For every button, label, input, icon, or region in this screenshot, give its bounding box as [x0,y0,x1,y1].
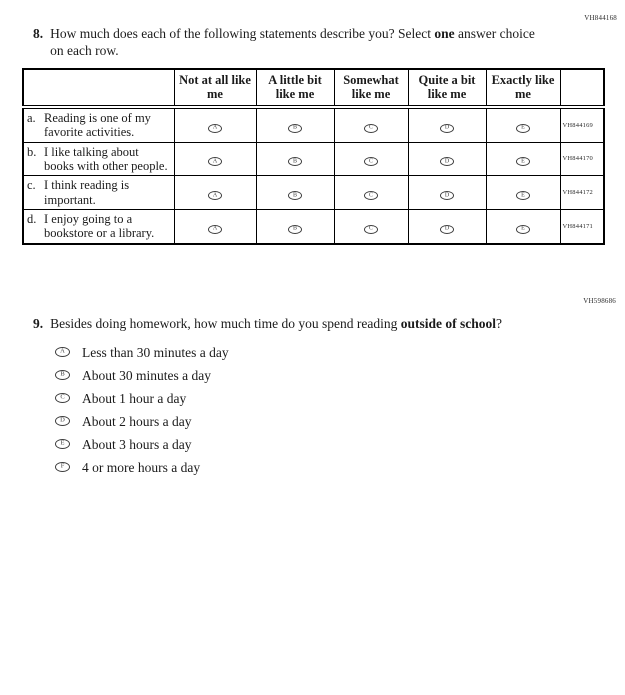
row-letter: d. [27,212,37,226]
q9-accession-code: VH598686 [583,297,616,305]
row-accession-code: VH844172 [560,176,604,210]
table-row-c [23,176,604,210]
question-8 [33,26,535,60]
matrix-header-row [23,69,604,107]
answer-oval-d[interactable]: D [440,157,454,166]
statement-text: Reading is one of my favorite activities. [44,110,151,140]
table-row-a [23,107,604,142]
col-header-not-at-all: Not at all like me [174,69,256,107]
col-header-quite-a-bit: Quite a bit like me [408,69,486,107]
row-letter: a. [27,110,36,125]
answer-oval-c[interactable]: C [364,157,378,166]
answer-cell [174,210,256,244]
answer-cell [334,210,408,244]
table-row-d [23,210,604,244]
q9-option [55,437,598,451]
question-8-number: 8. [33,26,44,41]
answer-oval-a[interactable]: A [208,225,222,234]
answer-oval-f[interactable]: F [55,462,70,472]
question-8-text-post: answer choice on each row. [50,26,535,58]
answer-cell [408,176,486,210]
question-9-number: 9. [33,316,44,331]
q8-answer-matrix [22,68,605,245]
answer-oval-e[interactable]: E [516,225,530,234]
answer-oval-e[interactable]: E [516,157,530,166]
answer-cell [334,142,408,176]
row-accession-code: VH844170 [560,142,604,176]
q8-accession-code: VH844168 [584,14,617,22]
answer-oval-b[interactable]: B [288,191,302,200]
statement-cell [23,142,174,176]
q9-option [55,391,598,405]
statement-text: I enjoy going to a bookstore or a library. [44,212,155,241]
q9-option [55,345,598,359]
answer-cell [486,107,560,142]
answer-oval-c[interactable]: C [364,124,378,133]
question-9-text-pre: Besides doing homework, how much time do you spend reading [50,316,401,331]
q9-option [55,460,598,474]
answer-cell [486,210,560,244]
answer-cell [408,210,486,244]
question-8-text-bold: one [434,26,455,41]
answer-oval-d[interactable]: D [440,124,454,133]
question-8-text [50,26,535,60]
statement-cell [23,107,174,142]
answer-oval-c[interactable]: C [364,225,378,234]
answer-oval-a[interactable]: A [208,157,222,166]
statement-cell [23,210,174,244]
q9-option [55,414,598,428]
answer-oval-b[interactable]: B [55,370,70,380]
answer-cell [486,142,560,176]
answer-cell [408,142,486,176]
answer-oval-c[interactable]: C [364,191,378,200]
answer-oval-e[interactable]: E [55,439,70,449]
answer-oval-c[interactable]: C [55,393,70,403]
answer-oval-e[interactable]: E [516,191,530,200]
col-header-exactly-like: Exactly like me [486,69,560,107]
answer-cell [256,176,334,210]
statement-cell [23,176,174,210]
answer-cell [256,107,334,142]
answer-cell [174,142,256,176]
option-label: Less than 30 minutes a day [82,344,229,360]
col-header-somewhat: Somewhat like me [334,69,408,107]
row-accession-code: VH844171 [560,210,604,244]
answer-cell [256,210,334,244]
answer-oval-b[interactable]: B [288,157,302,166]
answer-oval-d[interactable]: D [440,191,454,200]
option-label: About 30 minutes a day [82,367,211,383]
question-9-text-bold: outside of school [400,316,496,331]
question-8-header [33,26,535,60]
answer-cell [174,176,256,210]
answer-cell [408,107,486,142]
row-accession-code: VH844169 [560,107,604,142]
answer-cell [486,176,560,210]
row-letter: c. [27,178,36,193]
answer-oval-b[interactable]: B [288,225,302,234]
answer-oval-e[interactable]: E [516,124,530,133]
statement-header-cell [23,69,174,107]
option-label: About 1 hour a day [82,390,187,406]
question-9-header [33,316,598,333]
option-label: 4 or more hours a day [82,459,201,475]
answer-cell [174,107,256,142]
statement-text: I like talking about books with other people. [44,144,168,173]
statement-text: I think reading is important. [44,178,130,207]
row-letter: b. [27,144,37,159]
q9-option [55,368,598,382]
answer-cell [334,176,408,210]
answer-oval-a[interactable]: A [55,347,70,357]
option-label: About 2 hours a day [82,413,192,429]
answer-cell [334,107,408,142]
question-9-text-post: ? [495,316,502,331]
answer-oval-a[interactable]: A [208,191,222,200]
question-8-text-pre: How much does each of the following statements describe you? Select [50,26,435,41]
answer-cell [256,142,334,176]
q9-options [55,345,598,474]
option-label: About 3 hours a day [82,436,192,452]
answer-oval-d[interactable]: D [440,225,454,234]
col-header-a-little-bit: A little bit like me [256,69,334,107]
table-row-b [23,142,604,176]
answer-oval-d[interactable]: D [55,416,70,426]
question-9-text [50,316,502,333]
code-header-cell [560,69,604,107]
answer-oval-a[interactable]: A [208,124,222,133]
question-9 [33,316,598,483]
answer-oval-b[interactable]: B [288,124,302,133]
